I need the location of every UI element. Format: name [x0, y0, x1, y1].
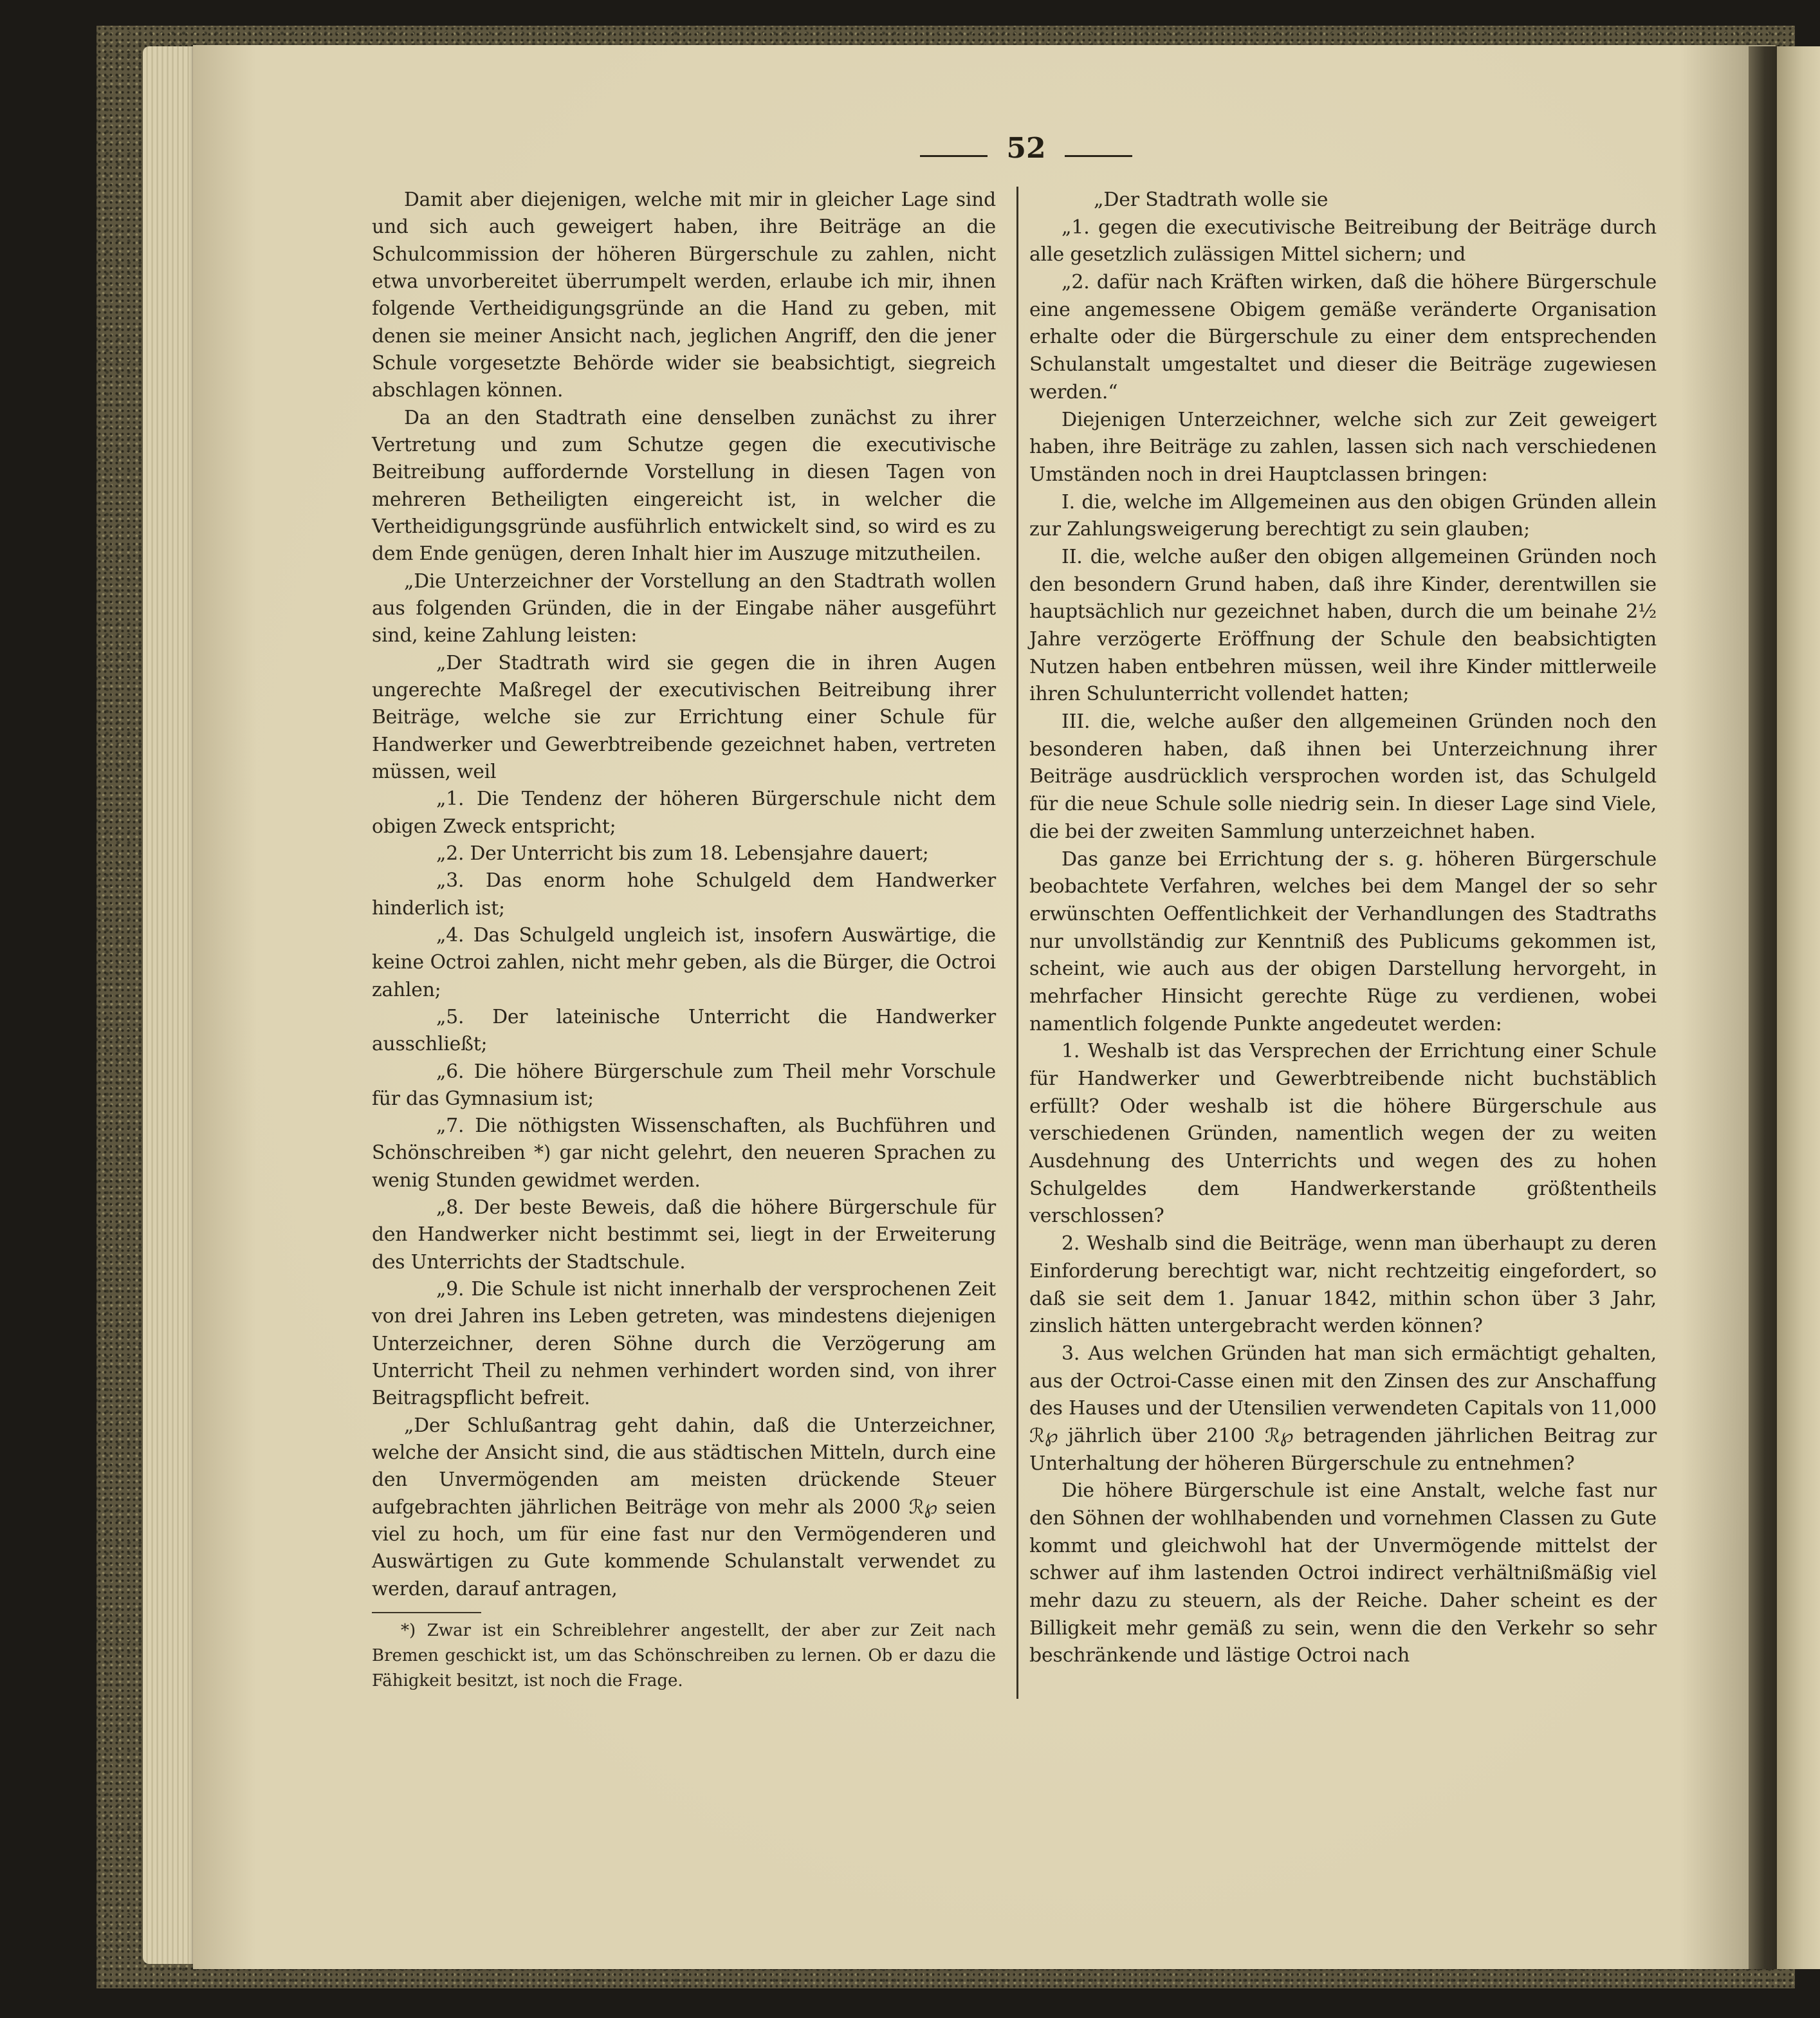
right-column-paragraph: „1. gegen die executivische Beitreibung der Beiträge durch alle gesetzlich zulässigen Mittel sichern; und	[1029, 216, 1657, 266]
right-column-paragraph: 1. Weshalb ist das Versprechen der Errichtung einer Schule für Handwerker und Gewerbtreibende nicht buchstäblich erfüllt? Oder weshalb ist die höhere Bürgerschule aus verschiedenen Gründen, namentlich wegen der zu weiten Ausdehnung des Unterrichts und wegen des zu hohen Schulgeldes dem Handwerkerstande größtentheils verschlossen?	[1029, 1040, 1657, 1228]
left-column-paragraph: „1. Die Tendenz der höheren Bürgerschule nicht dem obigen Zweck entspricht;	[372, 788, 996, 838]
left-column-paragraph: „5. Der lateinische Unterricht die Handwerker ausschließt;	[372, 1005, 996, 1056]
header-rule-right	[1065, 155, 1132, 157]
left-column-paragraph: „3. Das enorm hohe Schulgeld dem Handwerker hinderlich ist;	[372, 869, 996, 920]
left-column-paragraph: „Der Schlußantrag geht dahin, daß die Unterzeichner, welche der Ansicht sind, die aus städtischen Mitteln, durch eine den Unvermögenden am meisten drückende Steuer aufgebrachten jährlichen Beiträge von mehr als 2000 ℛ℘ seien viel zu hoch, um für eine fast nur den Vermögenderen und Auswärtigen zu Gute kommende Schulanstalt verwendet zu werden, darauf antragen,	[372, 1414, 996, 1600]
left-column-paragraph: „Der Stadtrath wird sie gegen die in ihren Augen ungerechte Maßregel der executivischen Beitreibung ihrer Beiträge, welche sie zur Errichtung einer Schule für Handwerker und Gewerbtreibende gezeichnet haben, vertreten müssen, weil	[372, 651, 996, 783]
right-column-paragraph: „Der Stadtrath wolle sie	[1094, 189, 1328, 211]
right-column-paragraph: II. die, welche außer den obigen allgemeinen Gründen noch den besondern Grund haben, daß ihre Kinder, derentwillen sie hauptsächlich nur gezeichnet haben, durch die um beinahe 2½ Jahre verzögerte Eröffnung der Schule den beabsichtigten Nutzen haben entbehren müssen, weil ihre Kinder mittlerweile ihren Schulunterricht vollendet hatten;	[1029, 545, 1657, 706]
left-column-paragraph: „6. Die höhere Bürgerschule zum Theil mehr Vorschule für das Gymnasium ist;	[372, 1060, 996, 1110]
left-column-paragraph: „9. Die Schule ist nicht innerhalb der versprochenen Zeit von drei Jahren ins Leben getreten, was mindestens diejenigen Unterzeichner, deren Söhne durch die Verzögerung am Unterricht Theil zu nehmen verhindert worden sind, von ihrer Beitragspflicht befreit.	[372, 1278, 996, 1410]
footnote	[372, 1618, 996, 1694]
right-column-paragraph: Die höhere Bürgerschule ist eine Anstalt, welche fast nur den Söhnen der wohlhabenden und vornehmen Classen zu Gute kommt und gleichwohl hat der Unvermögende mittelst der schwer auf ihm lastenden Octroi indirect verhältnißmäßig viel mehr dazu zu steuern, als der Reiche. Daher scheint es der Billigkeit mehr gemäß zu sein, wenn die den Verkehr so sehr beschränkende und lästige Octroi nach	[1029, 1479, 1657, 1667]
right-column-paragraph: „2. dafür nach Kräften wirken, daß die höhere Bürgerschule eine angemessene Obigem gemäße veränderte Organisation erhalte oder die Bürgerschule zu einer dem entsprechenden Schulanstalt umgestaltet und dieser die Beiträge zugewiesen werden.“	[1029, 271, 1657, 403]
right-text-column	[1029, 187, 1657, 1670]
left-column-paragraph: Da an den Stadtrath eine denselben zunächst zu ihrer Vertretung und zum Schutze gegen die executivische Beitreibung auffordernde Vorstellung in diesen Tagen von mehreren Betheiligten eingereicht ist, in welcher die Vertheidigungsgründe ausführlich entwickelt sind, so wird es zu dem Ende genügen, deren Inhalt hier im Auszuge mitzutheilen.	[372, 406, 996, 566]
right-column-paragraph: Das ganze bei Errichtung der s. g. höheren Bürgerschule beobachtete Verfahren, welches bei dem Mangel der so sehr erwünschten Oeffentlichkeit der Verhandlungen des Stadtraths nur unvollständig zur Kenntniß des Publicums gekommen ist, scheint, wie auch aus der obigen Darstellung hervorgeht, in mehrfacher Hinsicht gerechte Rüge zu verdienen, wobei namentlich folgende Punkte angedeutet werden:	[1029, 847, 1657, 1035]
left-column-paragraph: „8. Der beste Beweis, daß die höhere Bürgerschule für den Handwerker nicht bestimmt sei, liegt in der Erweiterung des Unterrichts der Stadtschule.	[372, 1196, 996, 1273]
left-column-paragraph: „4. Das Schulgeld ungleich ist, insofern Auswärtige, die keine Octroi zahlen, nicht mehr geben, als die Bürger, die Octroi zahlen;	[372, 923, 996, 1001]
left-column-paragraph: „2. Der Unterricht bis zum 18. Lebensjahre dauert;	[436, 842, 929, 865]
left-column-paragraph: „Die Unterzeichner der Vorstellung an den Stadtrath wollen aus folgenden Gründen, die in der Eingabe näher ausgeführt sind, keine Zahlung leisten:	[372, 569, 996, 647]
right-column-paragraph: 2. Weshalb sind die Beiträge, wenn man überhaupt zu deren Einforderung berechtigt war, nicht rechtzeitig eingefordert, so daß sie seit dem 1. Januar 1842, mithin schon über 3 Jahr, zinslich hätten untergebracht werden können?	[1029, 1232, 1657, 1338]
page-header	[920, 132, 1126, 177]
left-column-paragraph: „7. Die nöthigsten Wissenschaften, als Buchführen und Schönschreiben *) gar nicht gelehrt, den neueren Sprachen zu wenig Stunden gewidmet werden.	[372, 1115, 996, 1192]
left-text-column	[372, 187, 996, 1603]
right-column-paragraph: III. die, welche außer den allgemeinen Gründen noch den besonderen haben, daß ihnen bei Unterzeichnung ihrer Beiträge ausdrücklich versprochen worden ist, das Schulgeld für die neue Schule solle niedrig sein. In dieser Lage sind Viele, die bei der zweiten Sammlung unterzeichnet haben.	[1029, 710, 1657, 843]
header-rule-left	[920, 155, 988, 157]
right-column-paragraph: Diejenigen Unterzeichner, welche sich zur Zeit geweigert haben, ihre Beiträge zu zahlen, lassen sich nach verschiedenen Umständen noch in drei Hauptclassen bringen:	[1029, 408, 1657, 486]
footnote-rule	[372, 1612, 481, 1613]
page-number: 52	[1006, 132, 1046, 165]
facing-page-edge	[1777, 46, 1820, 1969]
right-column-paragraph: 3. Aus welchen Gründen hat man sich ermächtigt gehalten, aus der Octroi-Casse einen mit den Zinsen des zur Anschaffung des Hauses und der Utensilien verwendeten Capitals von 11,000 ℛ℘ jährlich über 2100 ℛ℘ betragenden jährlichen Beitrag zur Unterhaltung der höheren Bürgerschule zu entnehmen?	[1029, 1342, 1657, 1475]
column-divider	[1016, 187, 1018, 1699]
footnote-text: *) Zwar ist ein Schreiblehrer angestellt, der aber zur Zeit nach Bremen geschickt ist, um das Schönschreiben zu lernen. Ob er dazu die Fähigkeit besitzt, ist noch die Frage.	[372, 1621, 996, 1690]
left-column-paragraph: Damit aber diejenigen, welche mit mir in gleicher Lage sind und sich auch geweigert haben, ihre Beiträge an die Schulcommission der höheren Bürgerschule zu zahlen, nicht etwa unvorbereitet überrumpelt werden, erlaube ich mir, ihnen folgende Vertheidigungsgründe an die Hand zu geben, mit denen sie meiner Ansicht nach, jeglichen Angriff, den die jener Schule vorgesetzte Behörde wider sie beabsichtigt, siegreich abschlagen können.	[372, 189, 996, 402]
right-column-paragraph: I. die, welche im Allgemeinen aus den obigen Gründen allein zur Zahlungsweigerung berechtigt zu sein glauben;	[1029, 490, 1657, 541]
